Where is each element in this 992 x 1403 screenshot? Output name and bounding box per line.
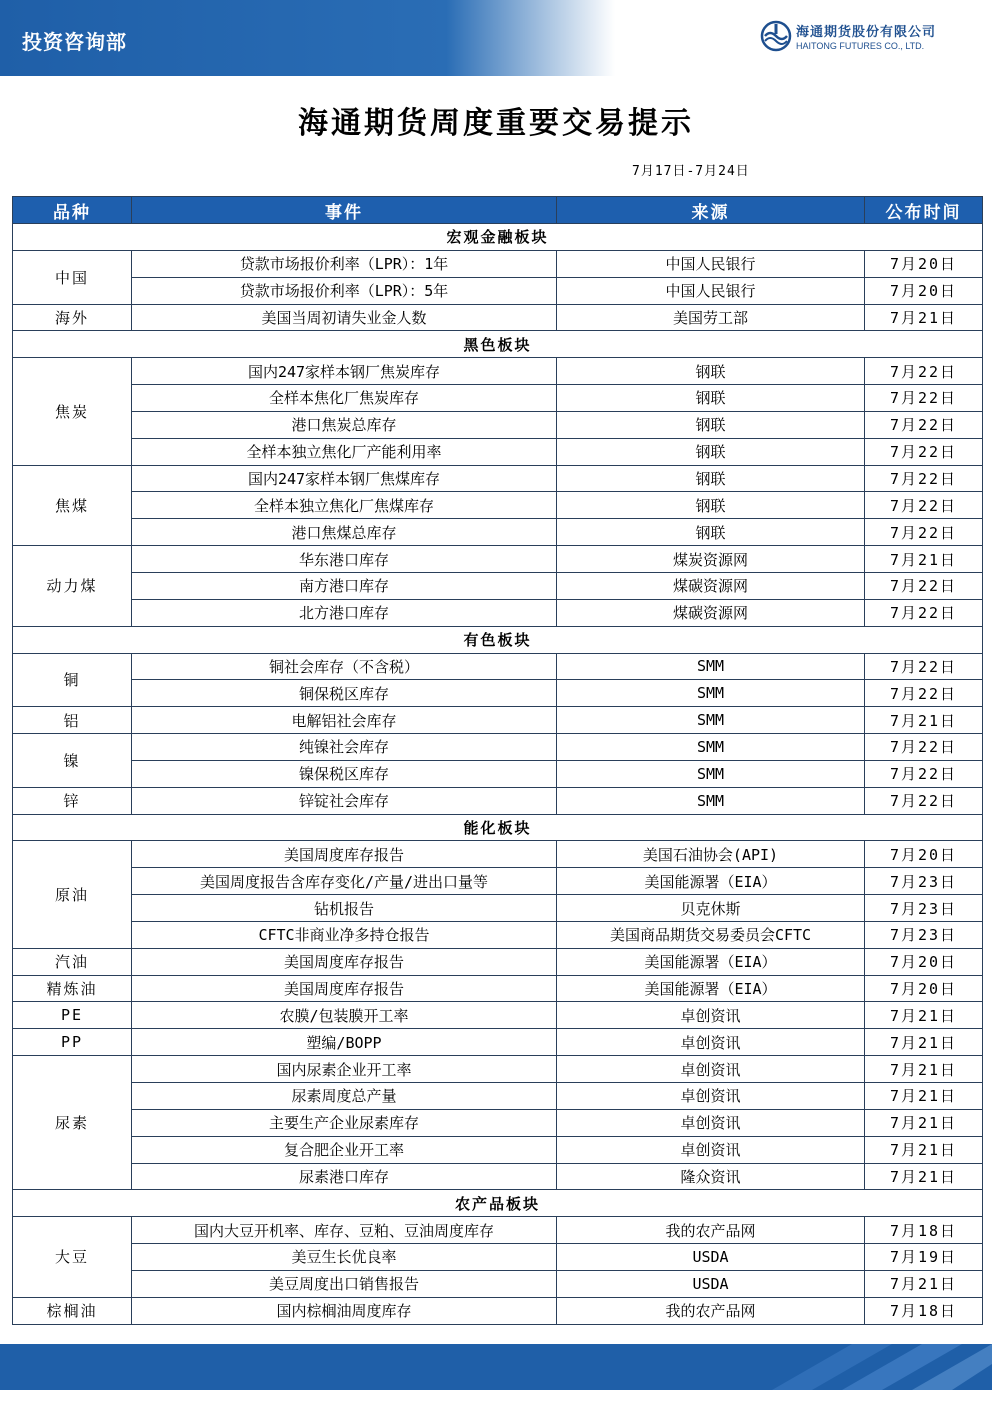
source-cell: 卓创资讯 — [557, 1083, 865, 1110]
table-row — [13, 1244, 983, 1271]
date-cell: 7月21日 — [865, 1056, 983, 1083]
event-cell: 纯镍社会库存 — [132, 734, 557, 761]
date-cell: 7月21日 — [865, 1083, 983, 1110]
table-row — [13, 438, 983, 465]
event-cell: 全样本独立焦化厂产能利用率 — [132, 438, 557, 465]
category-cell: 铜 — [13, 653, 132, 707]
source-cell: 卓创资讯 — [557, 1136, 865, 1163]
table-header-row — [13, 197, 983, 224]
event-cell: 美国周度库存报告 — [132, 948, 557, 975]
table-row — [13, 519, 983, 546]
date-cell: 7月22日 — [865, 358, 983, 385]
date-cell: 7月22日 — [865, 599, 983, 626]
category-cell: 焦煤 — [13, 465, 132, 546]
date-cell: 7月22日 — [865, 787, 983, 814]
category-cell: 原油 — [13, 841, 132, 948]
logo-company-name-cn: 海通期货股份有限公司 — [796, 25, 937, 40]
source-cell: 钢联 — [557, 385, 865, 412]
section-row — [13, 1190, 983, 1217]
date-cell: 7月22日 — [865, 572, 983, 599]
table-row — [13, 680, 983, 707]
date-cell: 7月21日 — [865, 1270, 983, 1297]
source-cell: 美国劳工部 — [557, 304, 865, 331]
source-cell: 中国人民银行 — [557, 250, 865, 277]
source-cell: 贝克休斯 — [557, 895, 865, 922]
table-row — [13, 572, 983, 599]
source-cell: 钢联 — [557, 465, 865, 492]
category-cell: 锌 — [13, 787, 132, 814]
table-row — [13, 358, 983, 385]
date-cell: 7月23日 — [865, 895, 983, 922]
category-cell: 棕榈油 — [13, 1297, 132, 1324]
event-cell: 国内247家样本钢厂焦煤库存 — [132, 465, 557, 492]
date-cell: 7月21日 — [865, 1029, 983, 1056]
table-row — [13, 921, 983, 948]
table-row — [13, 841, 983, 868]
table-row — [13, 895, 983, 922]
header-category: 品种 — [13, 197, 132, 224]
logo-company-name-en: HAITONG FUTURES CO., LTD. — [796, 41, 925, 51]
event-cell: 国内247家样本钢厂焦炭库存 — [132, 358, 557, 385]
source-cell: SMM — [557, 707, 865, 734]
category-cell: 汽油 — [13, 948, 132, 975]
table-row — [13, 546, 983, 573]
event-cell: 铜社会库存（不含税） — [132, 653, 557, 680]
source-cell: SMM — [557, 653, 865, 680]
event-cell: 主要生产企业尿素库存 — [132, 1109, 557, 1136]
table-row — [13, 465, 983, 492]
event-cell: 港口焦炭总库存 — [132, 411, 557, 438]
table-row — [13, 1002, 983, 1029]
source-cell: 煤碳资源网 — [557, 572, 865, 599]
event-cell: 港口焦煤总库存 — [132, 519, 557, 546]
table-row — [13, 1109, 983, 1136]
source-cell: 我的农产品网 — [557, 1297, 865, 1324]
event-cell: 农膜/包装膜开工率 — [132, 1002, 557, 1029]
category-cell: 精炼油 — [13, 975, 132, 1002]
event-cell: 全样本独立焦化厂焦煤库存 — [132, 492, 557, 519]
date-cell: 7月22日 — [865, 653, 983, 680]
date-cell: 7月22日 — [865, 438, 983, 465]
date-cell: 7月22日 — [865, 680, 983, 707]
date-cell: 7月22日 — [865, 760, 983, 787]
table-row — [13, 1297, 983, 1324]
event-cell: 复合肥企业开工率 — [132, 1136, 557, 1163]
source-cell: 卓创资讯 — [557, 1109, 865, 1136]
table-row — [13, 277, 983, 304]
footer-bar — [0, 1344, 992, 1390]
table-row — [13, 1136, 983, 1163]
date-cell: 7月21日 — [865, 707, 983, 734]
department-label: 投资咨询部 — [22, 30, 127, 54]
category-cell: 大豆 — [13, 1217, 132, 1298]
table-row — [13, 1217, 983, 1244]
source-cell: 钢联 — [557, 438, 865, 465]
haitong-logo-icon — [760, 20, 792, 52]
source-cell: 钢联 — [557, 492, 865, 519]
header-source: 来源 — [557, 197, 865, 224]
source-cell: 中国人民银行 — [557, 277, 865, 304]
table-row — [13, 1056, 983, 1083]
page-title: 海通期货周度重要交易提示 — [298, 106, 694, 141]
event-cell: 美国当周初请失业金人数 — [132, 304, 557, 331]
source-cell: USDA — [557, 1244, 865, 1271]
table-row — [13, 868, 983, 895]
section-title: 能化板块 — [13, 814, 983, 841]
source-cell: 隆众资讯 — [557, 1163, 865, 1190]
date-cell: 7月23日 — [865, 921, 983, 948]
table-row — [13, 734, 983, 761]
event-cell: 美豆周度出口销售报告 — [132, 1270, 557, 1297]
source-cell: 煤炭资源网 — [557, 546, 865, 573]
event-cell: 美国周度库存报告 — [132, 975, 557, 1002]
table-row — [13, 1270, 983, 1297]
event-cell: 南方港口库存 — [132, 572, 557, 599]
table-row — [13, 653, 983, 680]
source-cell: 卓创资讯 — [557, 1029, 865, 1056]
category-cell: PP — [13, 1029, 132, 1056]
table-row — [13, 1163, 983, 1190]
category-cell: 镍 — [13, 734, 132, 788]
event-cell: 贷款市场报价利率（LPR）：5年 — [132, 277, 557, 304]
table-row — [13, 599, 983, 626]
table-row — [13, 948, 983, 975]
date-cell: 7月20日 — [865, 948, 983, 975]
source-cell: 钢联 — [557, 358, 865, 385]
section-title: 有色板块 — [13, 626, 983, 653]
date-cell: 7月19日 — [865, 1244, 983, 1271]
source-cell: SMM — [557, 760, 865, 787]
source-cell: 钢联 — [557, 519, 865, 546]
date-cell: 7月20日 — [865, 841, 983, 868]
source-cell: 美国商品期货交易委员会CFTC — [557, 921, 865, 948]
source-cell: 卓创资讯 — [557, 1002, 865, 1029]
source-cell: 我的农产品网 — [557, 1217, 865, 1244]
source-cell: 卓创资讯 — [557, 1056, 865, 1083]
date-cell: 7月20日 — [865, 277, 983, 304]
event-cell: CFTC非商业净多持仓报告 — [132, 921, 557, 948]
section-title: 黑色板块 — [13, 331, 983, 358]
table-row — [13, 1083, 983, 1110]
source-cell: SMM — [557, 787, 865, 814]
date-cell: 7月21日 — [865, 1136, 983, 1163]
date-cell: 7月22日 — [865, 385, 983, 412]
source-cell: 煤碳资源网 — [557, 599, 865, 626]
section-row — [13, 626, 983, 653]
source-cell: SMM — [557, 734, 865, 761]
table-body — [13, 224, 983, 1325]
event-cell: 北方港口库存 — [132, 599, 557, 626]
date-cell: 7月21日 — [865, 304, 983, 331]
date-cell: 7月21日 — [865, 1163, 983, 1190]
source-cell: 美国能源署（EIA） — [557, 948, 865, 975]
table-row — [13, 492, 983, 519]
category-cell: 中国 — [13, 250, 132, 304]
source-cell: 美国石油协会(API) — [557, 841, 865, 868]
table-row — [13, 304, 983, 331]
event-cell: 国内尿素企业开工率 — [132, 1056, 557, 1083]
event-cell: 全样本焦化厂焦炭库存 — [132, 385, 557, 412]
date-cell: 7月21日 — [865, 1109, 983, 1136]
source-cell: 美国能源署（EIA） — [557, 975, 865, 1002]
source-cell: USDA — [557, 1270, 865, 1297]
event-cell: 铜保税区库存 — [132, 680, 557, 707]
event-cell: 美国周度库存报告 — [132, 841, 557, 868]
table-row — [13, 760, 983, 787]
event-cell: 电解铝社会库存 — [132, 707, 557, 734]
event-cell: 贷款市场报价利率（LPR）：1年 — [132, 250, 557, 277]
date-range: 7月17日-7月24日 — [632, 164, 750, 179]
category-cell: 海外 — [13, 304, 132, 331]
event-cell: 镍保税区库存 — [132, 760, 557, 787]
date-cell: 7月22日 — [865, 411, 983, 438]
table-row — [13, 250, 983, 277]
date-cell: 7月21日 — [865, 1002, 983, 1029]
date-cell: 7月22日 — [865, 465, 983, 492]
category-cell: 尿素 — [13, 1056, 132, 1190]
category-cell: PE — [13, 1002, 132, 1029]
table-row — [13, 411, 983, 438]
date-cell: 7月21日 — [865, 546, 983, 573]
date-cell: 7月22日 — [865, 492, 983, 519]
source-cell: 钢联 — [557, 411, 865, 438]
section-title: 农产品板块 — [13, 1190, 983, 1217]
category-cell: 动力煤 — [13, 546, 132, 627]
category-cell: 焦炭 — [13, 358, 132, 465]
header-date: 公布时间 — [865, 197, 983, 224]
section-row — [13, 814, 983, 841]
event-cell: 国内棕榈油周度库存 — [132, 1297, 557, 1324]
footer-decoration — [732, 1344, 992, 1390]
table-row — [13, 1029, 983, 1056]
date-cell: 7月20日 — [865, 975, 983, 1002]
date-cell: 7月18日 — [865, 1217, 983, 1244]
section-row — [13, 331, 983, 358]
source-cell: 美国能源署（EIA） — [557, 868, 865, 895]
header-event: 事件 — [132, 197, 557, 224]
date-cell: 7月18日 — [865, 1297, 983, 1324]
category-cell: 铝 — [13, 707, 132, 734]
date-cell: 7月22日 — [865, 734, 983, 761]
date-cell: 7月20日 — [865, 250, 983, 277]
table-row — [13, 975, 983, 1002]
event-cell: 塑编/BOPP — [132, 1029, 557, 1056]
table-row — [13, 787, 983, 814]
event-cell: 锌锭社会库存 — [132, 787, 557, 814]
event-cell: 美豆生长优良率 — [132, 1244, 557, 1271]
events-table — [12, 196, 983, 1325]
date-cell: 7月22日 — [865, 519, 983, 546]
event-cell: 钻机报告 — [132, 895, 557, 922]
source-cell: SMM — [557, 680, 865, 707]
event-cell: 华东港口库存 — [132, 546, 557, 573]
section-title: 宏观金融板块 — [13, 224, 983, 251]
company-logo — [760, 20, 960, 60]
date-cell: 7月23日 — [865, 868, 983, 895]
event-cell: 尿素周度总产量 — [132, 1083, 557, 1110]
table-row — [13, 707, 983, 734]
table-row — [13, 385, 983, 412]
section-row — [13, 224, 983, 251]
event-cell: 美国周度报告含库存变化/产量/进出口量等 — [132, 868, 557, 895]
event-cell: 国内大豆开机率、库存、豆粕、豆油周度库存 — [132, 1217, 557, 1244]
event-cell: 尿素港口库存 — [132, 1163, 557, 1190]
